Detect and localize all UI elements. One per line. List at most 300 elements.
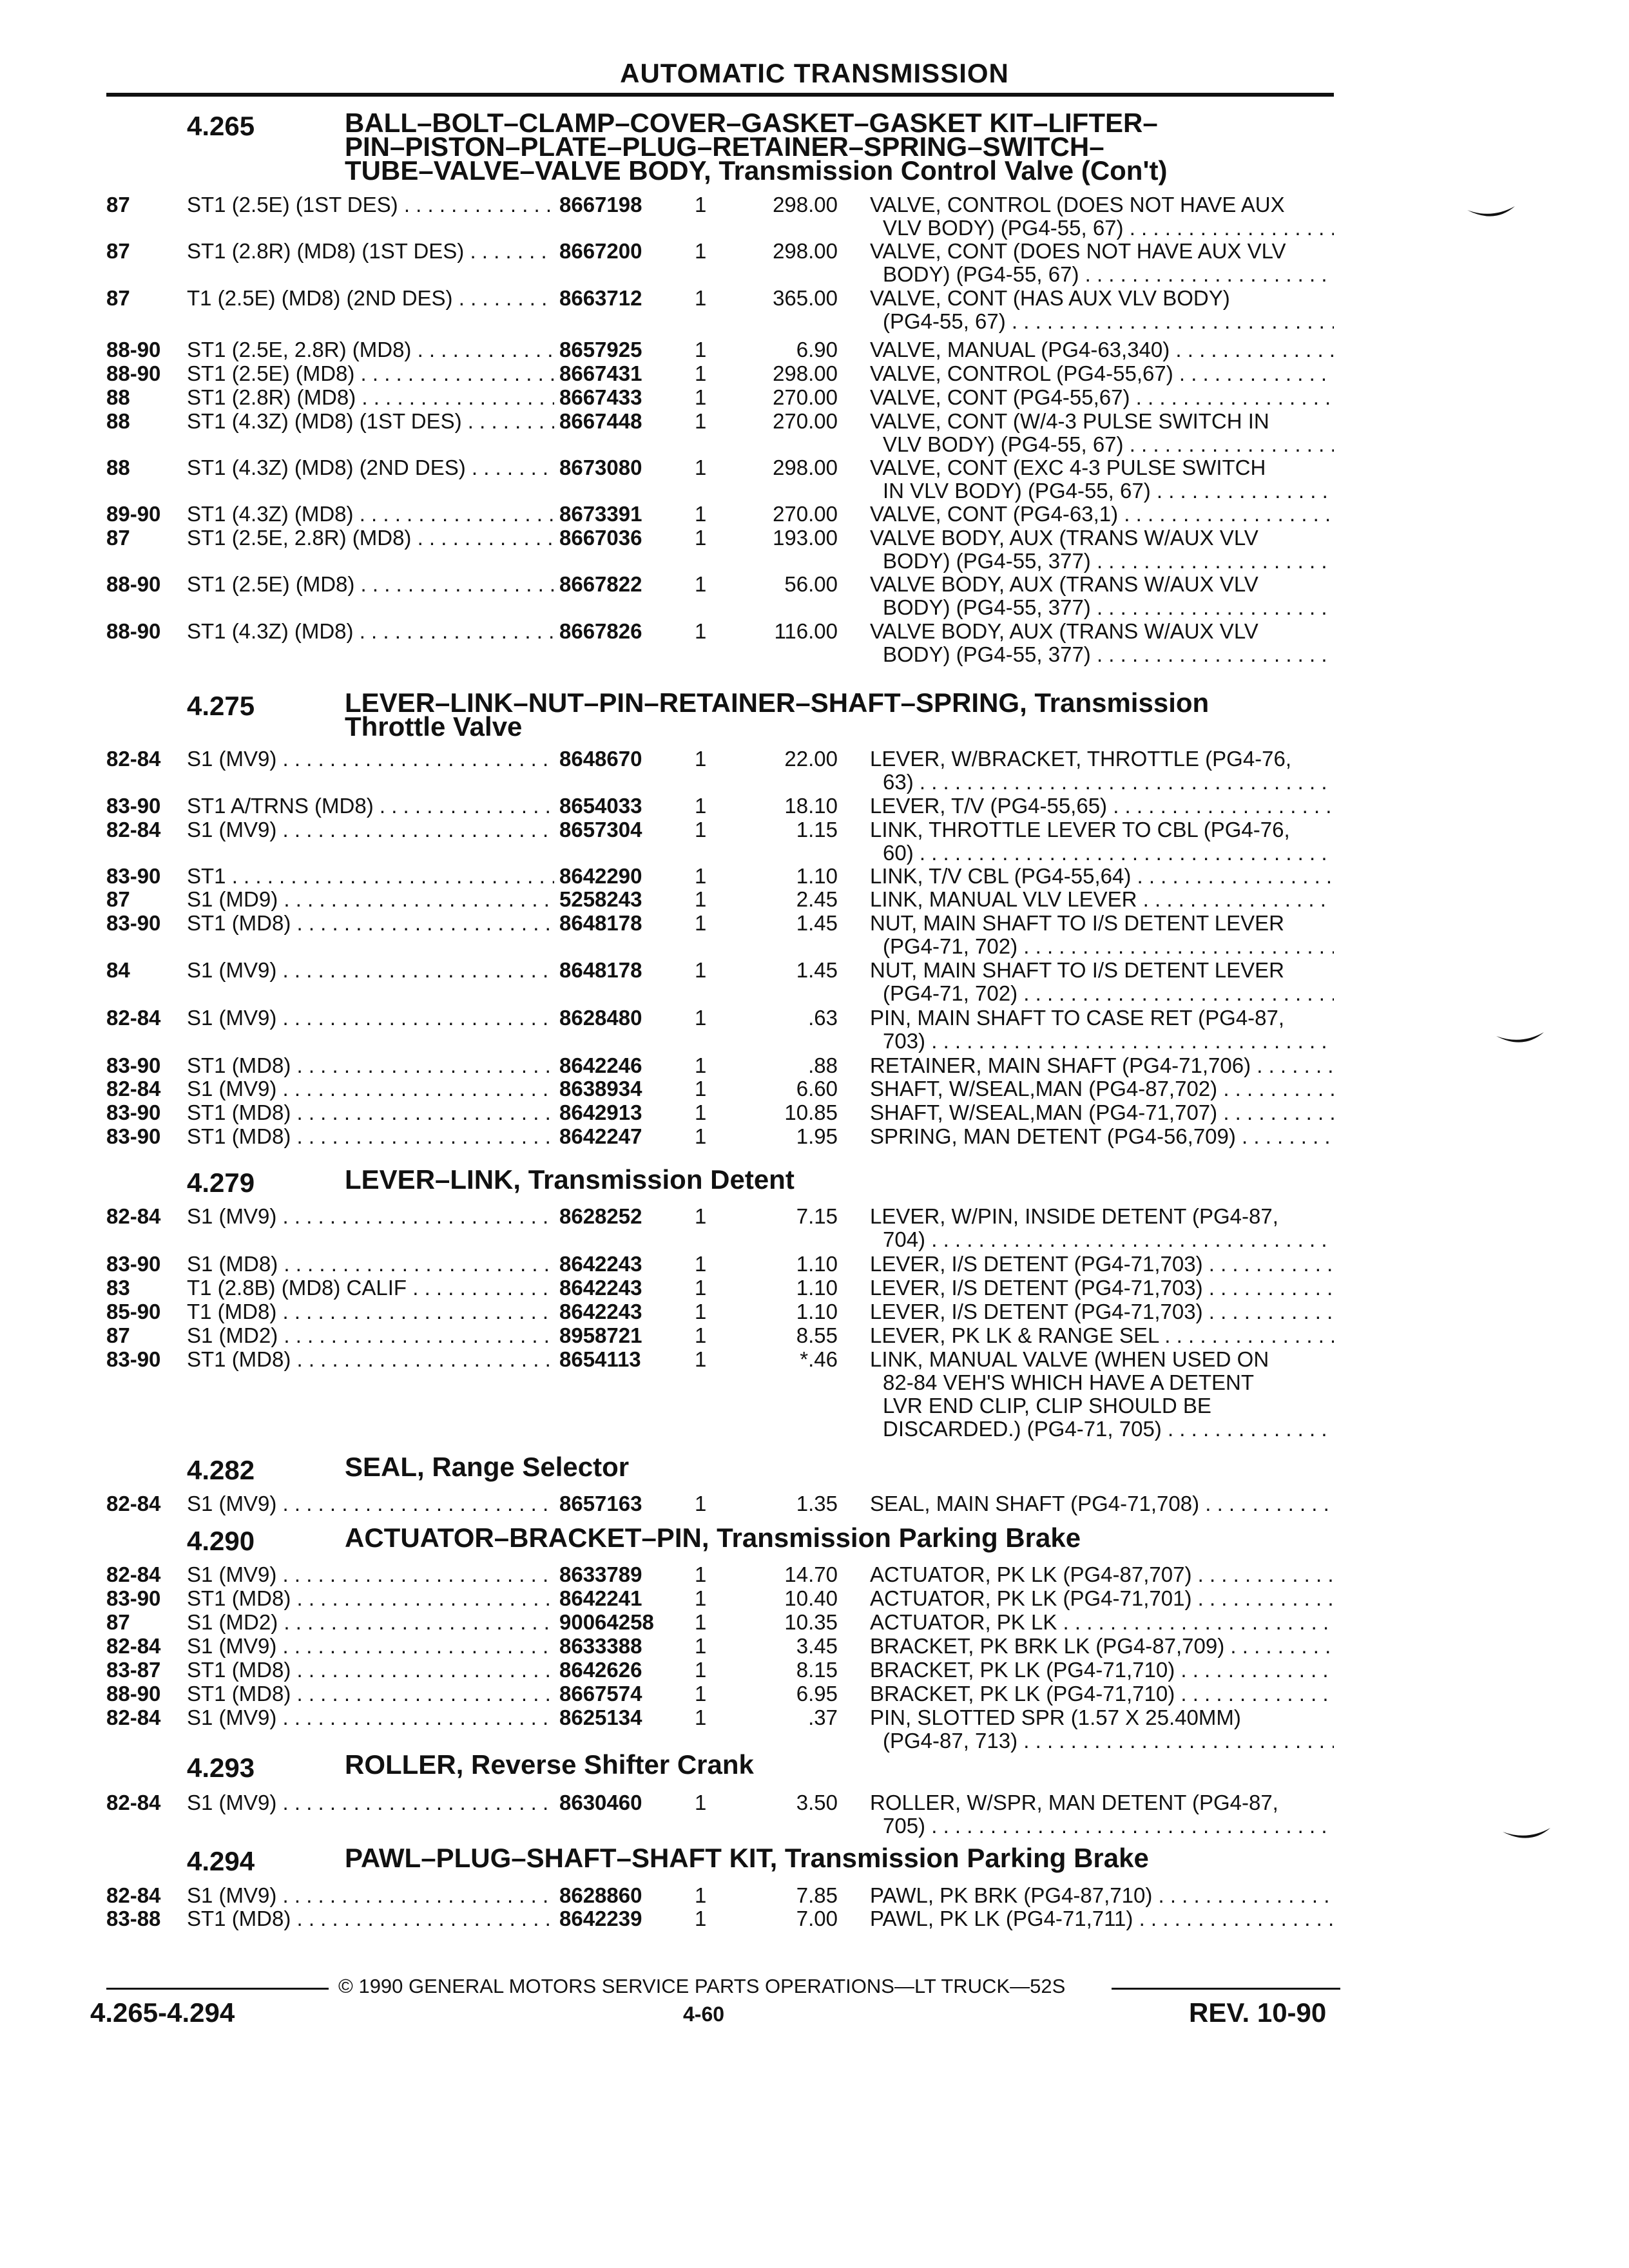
- section-number: 4.293: [187, 1753, 255, 1783]
- description-line: LVR END CLIP, CLIP SHOULD BE: [883, 1394, 1211, 1418]
- description: [870, 1907, 1334, 1930]
- part-number: 8642241: [559, 1586, 642, 1610]
- model-year: 87: [106, 193, 130, 216]
- model-year: 83-90: [106, 1252, 161, 1276]
- description: [870, 362, 1334, 385]
- model-code: ST1 (MD8) . . .: [187, 1907, 554, 1930]
- description: [870, 1253, 1334, 1276]
- price: 1.45: [796, 958, 838, 982]
- model-year: 88: [106, 456, 130, 479]
- description: [870, 1276, 1334, 1300]
- quantity: 1: [695, 619, 707, 643]
- price: 22.00: [784, 747, 838, 771]
- price: 298.00: [773, 456, 838, 479]
- footer-section-range: 4.265-4.294: [90, 1997, 235, 2028]
- price: .88: [808, 1053, 838, 1077]
- description-line: LINK, THROTTLE LEVER TO CBL (PG4-76,: [870, 818, 1290, 841]
- model-code: ST1 (MD8) . . .: [187, 1054, 554, 1077]
- model-year: 82-84: [106, 747, 161, 771]
- description-line: LINK, MANUAL VLV LEVER . . .: [870, 888, 1334, 911]
- model-year: 88-90: [106, 619, 161, 643]
- quantity: 1: [695, 1586, 707, 1610]
- price: 270.00: [773, 385, 838, 409]
- price: 1.35: [796, 1492, 838, 1515]
- part-number: 8667431: [559, 361, 642, 385]
- model-code: ST1 (4.3Z) (MD8) (2ND DES) . . .: [187, 456, 554, 479]
- model-code: S1 (MD9) . . .: [187, 888, 554, 911]
- footer-rule-left: [106, 1988, 329, 1990]
- description-line: (PG4-71, 702) . . .: [870, 935, 1334, 958]
- quantity: 1: [695, 1658, 707, 1682]
- model-year: 82-84: [106, 1006, 161, 1030]
- model-year: 83: [106, 1276, 130, 1300]
- section-title: [345, 108, 1344, 186]
- description-line: SEAL, MAIN SHAFT (PG4-71,708) . . .: [870, 1492, 1334, 1515]
- description-line: SHAFT, W/SEAL,MAN (PG4-71,707) . . .: [870, 1101, 1334, 1124]
- price: 298.00: [773, 361, 838, 385]
- model-code: T1 (2.8B) (MD8) CALIF . . .: [187, 1276, 554, 1300]
- model-year: 82-84: [106, 1883, 161, 1907]
- part-number: 8673391: [559, 502, 642, 526]
- part-number: 8628860: [559, 1883, 642, 1907]
- part-number: 8642243: [559, 1276, 642, 1300]
- model-year: 87: [106, 887, 130, 911]
- model-year: 83-90: [106, 794, 161, 818]
- description-line: (PG4-87, 713) . . .: [870, 1729, 1334, 1753]
- model-year: 88-90: [106, 572, 161, 596]
- section-title-line: ROLLER, Reverse Shifter Crank: [345, 1749, 754, 1780]
- model-code: ST1 (4.3Z) (MD8) (1ST DES) . . .: [187, 410, 554, 433]
- description: [870, 1658, 1334, 1682]
- quantity: 1: [695, 1883, 707, 1907]
- part-number: 8654113: [559, 1347, 641, 1371]
- price: 7.85: [796, 1883, 838, 1907]
- model-code: S1 (MV9) . . .: [187, 1492, 554, 1515]
- description-line: LINK, T/V CBL (PG4-55,64) . . .: [870, 865, 1334, 888]
- description-line: LEVER, PK LK & RANGE SEL . . .: [870, 1324, 1334, 1347]
- description-line: LEVER, T/V (PG4-55,65) . . .: [870, 794, 1334, 818]
- quantity: 1: [695, 286, 707, 310]
- price: 2.45: [796, 887, 838, 911]
- model-code: ST1 (4.3Z) (MD8) . . .: [187, 620, 554, 643]
- quantity: 1: [695, 747, 707, 771]
- quantity: 1: [695, 794, 707, 818]
- quantity: 1: [695, 456, 707, 479]
- section-number: 4.265: [187, 111, 255, 141]
- price: 1.95: [796, 1124, 838, 1148]
- description-line: VALVE BODY, AUX (TRANS W/AUX VLV: [870, 620, 1258, 643]
- section-title-line: BALL–BOLT–CLAMP–COVER–GASKET–GASKET KIT–LIFTER–: [345, 108, 1158, 138]
- description-line: BRACKET, PK LK (PG4-71,710) . . .: [870, 1658, 1334, 1682]
- part-number: 5258243: [559, 887, 642, 911]
- part-number: 8642243: [559, 1300, 642, 1323]
- part-number: 8673080: [559, 456, 642, 479]
- part-number: 8657304: [559, 818, 642, 841]
- model-code: ST1 (MD8) . . .: [187, 1125, 554, 1148]
- model-year: 87: [106, 286, 130, 310]
- description: [870, 410, 1334, 456]
- quantity: 1: [695, 864, 707, 888]
- quantity: 1: [695, 1682, 707, 1706]
- description-line: BRACKET, PK BRK LK (PG4-87,709) . . .: [870, 1635, 1334, 1658]
- description: [870, 620, 1334, 666]
- description-line: DISCARDED.) (PG4-71, 705) . . .: [870, 1418, 1334, 1441]
- quantity: 1: [695, 1492, 707, 1515]
- quantity: 1: [695, 818, 707, 841]
- description-line: 703) . . .: [870, 1030, 1334, 1053]
- model-year: 83-90: [106, 864, 161, 888]
- part-number: 8663712: [559, 286, 642, 310]
- description: [870, 912, 1334, 958]
- model-code: S1 (MD2) . . .: [187, 1611, 554, 1634]
- description-line: VALVE BODY, AUX (TRANS W/AUX VLV: [870, 526, 1258, 550]
- model-year: 85-90: [106, 1300, 161, 1323]
- model-code: S1 (MD2) . . .: [187, 1324, 554, 1347]
- description-line: VALVE, CONTROL (PG4-55,67) . . .: [870, 362, 1334, 385]
- description: [870, 747, 1334, 794]
- model-code: ST1 . . .: [187, 865, 554, 888]
- quantity: 1: [695, 338, 707, 361]
- price: 1.10: [796, 1300, 838, 1323]
- description-line: LEVER, W/PIN, INSIDE DETENT (PG4-87,: [870, 1205, 1278, 1228]
- description-line: VALVE, CONT (HAS AUX VLV BODY): [870, 287, 1230, 310]
- part-number: 8642913: [559, 1100, 642, 1124]
- quantity: 1: [695, 502, 707, 526]
- quantity: 1: [695, 1077, 707, 1100]
- part-number: 8638934: [559, 1077, 642, 1100]
- model-code: ST1 (2.5E) (MD8) . . .: [187, 573, 554, 596]
- price: 56.00: [784, 572, 838, 596]
- model-code: S1 (MD8) . . .: [187, 1253, 554, 1276]
- description-line: ACTUATOR, PK LK . . .: [870, 1611, 1334, 1634]
- model-code: S1 (MV9) . . .: [187, 1635, 554, 1658]
- model-year: 82-84: [106, 1706, 161, 1729]
- description-line: 60) . . .: [870, 841, 1334, 865]
- model-code: ST1 (MD8) . . .: [187, 1101, 554, 1124]
- model-year: 88-90: [106, 338, 161, 361]
- part-number: 8633388: [559, 1634, 642, 1658]
- description: [870, 1611, 1334, 1634]
- part-number: 8642247: [559, 1124, 642, 1148]
- model-code: S1 (MV9) . . .: [187, 1791, 554, 1814]
- price: 18.10: [784, 794, 838, 818]
- price: .63: [808, 1006, 838, 1030]
- description: [870, 1101, 1334, 1124]
- model-year: 82-84: [106, 1492, 161, 1515]
- description-line: 705) . . .: [870, 1814, 1334, 1838]
- description: [870, 865, 1334, 888]
- quantity: 1: [695, 1276, 707, 1300]
- description-line: VALVE, CONT (W/4-3 PULSE SWITCH IN: [870, 410, 1269, 433]
- quantity: 1: [695, 1100, 707, 1124]
- description-line: BRACKET, PK LK (PG4-71,710) . . .: [870, 1682, 1334, 1706]
- part-number: 8667574: [559, 1682, 642, 1706]
- description-line: VALVE BODY, AUX (TRANS W/AUX VLV: [870, 573, 1258, 596]
- model-code: ST1 (2.8R) (MD8) . . .: [187, 386, 554, 409]
- description-line: LEVER, I/S DETENT (PG4-71,703) . . .: [870, 1253, 1334, 1276]
- quantity: 1: [695, 887, 707, 911]
- price: 298.00: [773, 239, 838, 263]
- quantity: 1: [695, 1791, 707, 1814]
- price: 298.00: [773, 193, 838, 216]
- price: 8.55: [796, 1323, 838, 1347]
- part-number: 8667822: [559, 572, 642, 596]
- quantity: 1: [695, 361, 707, 385]
- quantity: 1: [695, 572, 707, 596]
- description: [870, 287, 1334, 333]
- description-line: 82-84 VEH'S WHICH HAVE A DETENT: [883, 1371, 1255, 1394]
- footer-revision: REV. 10-90: [1189, 1997, 1327, 2028]
- price: 6.60: [796, 1077, 838, 1100]
- model-year: 82-84: [106, 1562, 161, 1586]
- model-year: 82-84: [106, 1204, 161, 1228]
- model-code: T1 (2.5E) (MD8) (2ND DES) . . .: [187, 287, 554, 310]
- part-number: 8642243: [559, 1252, 642, 1276]
- part-number: 8630460: [559, 1791, 642, 1814]
- section-number: 4.294: [187, 1846, 255, 1876]
- description: [870, 1006, 1334, 1053]
- price: 1.45: [796, 911, 838, 935]
- model-year: 88-90: [106, 361, 161, 385]
- price: 6.95: [796, 1682, 838, 1706]
- price: 270.00: [773, 502, 838, 526]
- quantity: 1: [695, 1006, 707, 1030]
- section-title-line: Throttle Valve: [345, 711, 523, 742]
- description-line: PIN, SLOTTED SPR (1.57 X 25.40MM): [870, 1706, 1241, 1729]
- quantity: 1: [695, 526, 707, 550]
- description: [870, 573, 1334, 619]
- footer-copyright: © 1990 GENERAL MOTORS SERVICE PARTS OPERATIONS—LT TRUCK—52S: [338, 1975, 1066, 1997]
- section-number: 4.275: [187, 691, 255, 721]
- section-title-line: SEAL, Range Selector: [345, 1452, 630, 1482]
- model-year: 83-90: [106, 911, 161, 935]
- description: [870, 959, 1334, 1005]
- part-number: 8628480: [559, 1006, 642, 1030]
- price: 270.00: [773, 409, 838, 433]
- description-line: VLV BODY) (PG4-55, 67) . . .: [870, 216, 1334, 240]
- part-number: 8667448: [559, 409, 642, 433]
- description-line: VLV BODY) (PG4-55, 67) . . .: [870, 433, 1334, 456]
- description-line: BODY) (PG4-55, 377) . . .: [870, 596, 1334, 619]
- description: [870, 503, 1334, 526]
- model-code: ST1 (2.5E, 2.8R) (MD8) . . .: [187, 338, 554, 361]
- part-number: 8625134: [559, 1706, 642, 1729]
- part-number: 8657163: [559, 1492, 642, 1515]
- price: 10.85: [784, 1100, 838, 1124]
- description: [870, 1492, 1334, 1515]
- part-number: 8628252: [559, 1204, 642, 1228]
- section-title-line: PAWL–PLUG–SHAFT–SHAFT KIT, Transmission Parking Brake: [345, 1843, 1149, 1873]
- description-line: 704) . . .: [870, 1228, 1334, 1251]
- model-code: ST1 (2.5E, 2.8R) (MD8) . . .: [187, 526, 554, 550]
- description: [870, 1077, 1334, 1100]
- price: 193.00: [773, 526, 838, 550]
- section-title: [345, 1749, 1344, 1780]
- section-number: 4.282: [187, 1455, 255, 1485]
- section-title-line: TUBE–VALVE–VALVE BODY, Transmission Control Valve (Con't): [345, 155, 1168, 186]
- description-line: BODY) (PG4-55, 377) . . .: [870, 643, 1334, 666]
- model-code: ST1 (MD8) . . .: [187, 912, 554, 935]
- footer-rule-right: [1112, 1988, 1340, 1990]
- description: [870, 1300, 1334, 1323]
- section-title: [345, 1452, 1344, 1482]
- description-line: LEVER, I/S DETENT (PG4-71,703) . . .: [870, 1300, 1334, 1323]
- description-line: (PG4-55, 67) . . .: [870, 310, 1334, 333]
- model-code: ST1 (2.5E) (MD8) . . .: [187, 362, 554, 385]
- model-year: 83-90: [106, 1124, 161, 1148]
- price: 365.00: [773, 286, 838, 310]
- description-line: IN VLV BODY) (PG4-55, 67) . . .: [870, 479, 1334, 503]
- description: [870, 1205, 1334, 1251]
- description: [870, 1587, 1334, 1610]
- model-code: ST1 (MD8) . . .: [187, 1587, 554, 1610]
- part-number: 8648670: [559, 747, 642, 771]
- model-year: 82-84: [106, 1634, 161, 1658]
- price: 3.50: [796, 1791, 838, 1814]
- description: [870, 1563, 1334, 1586]
- section-title-line: LEVER–LINK–NUT–PIN–RETAINER–SHAFT–SPRING, Transmission: [345, 687, 1210, 718]
- price: 14.70: [784, 1562, 838, 1586]
- model-code: S1 (MV9) . . .: [187, 1884, 554, 1907]
- description-line: ACTUATOR, PK LK (PG4-71,701) . . .: [870, 1587, 1334, 1610]
- model-code: S1 (MV9) . . .: [187, 1563, 554, 1586]
- description: [870, 1348, 1334, 1441]
- part-number: 8642290: [559, 864, 642, 888]
- scan-mark-3: [1501, 1827, 1553, 1846]
- part-number: 8642626: [559, 1658, 642, 1682]
- quantity: 1: [695, 1204, 707, 1228]
- description-line: BODY) (PG4-55, 377) . . .: [870, 550, 1334, 573]
- section-title-line: LEVER–LINK, Transmission Detent: [345, 1164, 795, 1195]
- header-rule: [106, 93, 1334, 97]
- quantity: 1: [695, 1124, 707, 1148]
- model-code: S1 (MV9) . . .: [187, 1706, 554, 1729]
- section-title-line: PIN–PISTON–PLATE–PLUG–RETAINER–SPRING–SWITCH–: [345, 131, 1104, 162]
- quantity: 1: [695, 1053, 707, 1077]
- description: [870, 338, 1334, 361]
- description-line: LINK, MANUAL VALVE (WHEN USED ON: [870, 1348, 1269, 1371]
- description: [870, 1125, 1334, 1148]
- model-year: 88-90: [106, 1682, 161, 1706]
- model-year: 88: [106, 385, 130, 409]
- quantity: 1: [695, 1610, 707, 1634]
- description-line: PIN, MAIN SHAFT TO CASE RET (PG4-87,: [870, 1006, 1285, 1030]
- scan-mark-2: [1495, 1031, 1547, 1050]
- model-code: S1 (MV9) . . .: [187, 1205, 554, 1228]
- part-number: 8667433: [559, 385, 642, 409]
- price: 10.40: [784, 1586, 838, 1610]
- description-line: 63) . . .: [870, 771, 1334, 794]
- part-number: 8667826: [559, 619, 642, 643]
- model-code: ST1 (MD8) . . .: [187, 1658, 554, 1682]
- model-year: 83-87: [106, 1658, 161, 1682]
- description: [870, 386, 1334, 409]
- description-line: SPRING, MAN DETENT (PG4-56,709) . . .: [870, 1125, 1334, 1148]
- model-year: 88: [106, 409, 130, 433]
- description: [870, 818, 1334, 865]
- quantity: 1: [695, 239, 707, 263]
- part-number: 8657925: [559, 338, 642, 361]
- model-year: 82-84: [106, 1077, 161, 1100]
- model-code: ST1 A/TRNS (MD8) . . .: [187, 794, 554, 818]
- quantity: 1: [695, 958, 707, 982]
- part-number: 8654033: [559, 794, 642, 818]
- model-code: ST1 (MD8) . . .: [187, 1682, 554, 1706]
- model-code: ST1 (MD8) . . .: [187, 1348, 554, 1371]
- part-number: 8648178: [559, 958, 642, 982]
- description-line: VALVE, CONT (EXC 4-3 PULSE SWITCH: [870, 456, 1266, 479]
- price: 1.10: [796, 864, 838, 888]
- section-title: [345, 1843, 1344, 1873]
- quantity: 1: [695, 1907, 707, 1930]
- description: [870, 1791, 1334, 1838]
- model-year: 87: [106, 526, 130, 550]
- price: 8.15: [796, 1658, 838, 1682]
- quantity: 1: [695, 1347, 707, 1371]
- description-line: (PG4-71, 702) . . .: [870, 982, 1334, 1005]
- price: 6.90: [796, 338, 838, 361]
- quantity: 1: [695, 385, 707, 409]
- description-line: PAWL, PK LK (PG4-71,711) . . .: [870, 1907, 1334, 1930]
- description-line: VALVE, CONT (DOES NOT HAVE AUX VLV: [870, 240, 1286, 263]
- quantity: 1: [695, 1562, 707, 1586]
- part-number: 8642239: [559, 1907, 642, 1930]
- price: 3.45: [796, 1634, 838, 1658]
- description: [870, 888, 1334, 911]
- model-year: 83-90: [106, 1347, 161, 1371]
- quantity: 1: [695, 1706, 707, 1729]
- model-code: S1 (MV9) . . .: [187, 1006, 554, 1030]
- description: [870, 1706, 1334, 1753]
- quantity: 1: [695, 409, 707, 433]
- section-number: 4.290: [187, 1526, 255, 1556]
- model-code: ST1 (2.5E) (1ST DES) . . .: [187, 193, 554, 216]
- part-number: 90064258: [559, 1610, 654, 1634]
- description: [870, 1054, 1334, 1077]
- model-year: 87: [106, 1610, 130, 1634]
- description: [870, 1884, 1334, 1907]
- description: [870, 456, 1334, 503]
- description-line: VALVE, CONT (PG4-63,1) . . .: [870, 503, 1334, 526]
- model-year: 87: [106, 1323, 130, 1347]
- price: 7.15: [796, 1204, 838, 1228]
- description-line: LEVER, I/S DETENT (PG4-71,703) . . .: [870, 1276, 1334, 1300]
- scan-mark-1: [1466, 205, 1518, 224]
- description-line: VALVE, CONTROL (DOES NOT HAVE AUX: [870, 193, 1285, 216]
- description: [870, 1324, 1334, 1347]
- description: [870, 1635, 1334, 1658]
- description: [870, 794, 1334, 818]
- description-line: BODY) (PG4-55, 67) . . .: [870, 263, 1334, 286]
- model-year: 87: [106, 239, 130, 263]
- description: [870, 193, 1334, 240]
- model-code: T1 (MD8) . . .: [187, 1300, 554, 1323]
- model-year: 82-84: [106, 818, 161, 841]
- model-year: 83-90: [106, 1053, 161, 1077]
- price: 116.00: [774, 619, 838, 643]
- model-code: S1 (MV9) . . .: [187, 959, 554, 982]
- description-line: NUT, MAIN SHAFT TO I/S DETENT LEVER: [870, 912, 1285, 935]
- part-number: 8667198: [559, 193, 642, 216]
- description-line: ROLLER, W/SPR, MAN DETENT (PG4-87,: [870, 1791, 1278, 1814]
- price: 1.15: [796, 818, 838, 841]
- quantity: 1: [695, 193, 707, 216]
- part-number: 8642246: [559, 1053, 642, 1077]
- description: [870, 240, 1334, 286]
- description-line: ACTUATOR, PK LK (PG4-87,707) . . .: [870, 1563, 1334, 1586]
- description: [870, 526, 1334, 573]
- price: 10.35: [784, 1610, 838, 1634]
